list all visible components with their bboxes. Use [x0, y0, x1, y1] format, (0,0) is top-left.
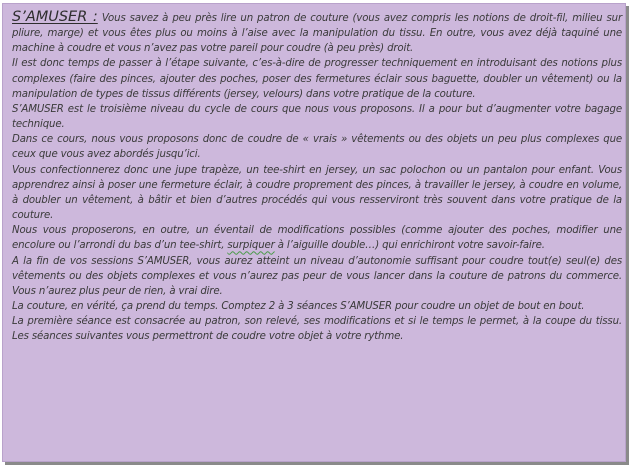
paragraph-text: Vous savez à peu près lire un patron de couture (vous avez compris les notions de droit-fil, milieu sur pliure, marge) et vous êtes plus ou moins à l’aise avec la manipulation du tissu. En outre, vous avez déjà taquiné une machine à coudre et vous n’avez pas votre pareil pour coudre (à peu près) droit. — [12, 13, 622, 55]
paragraph-text: Nous vous proposerons, en outre, un éventail de modifications possibles (comme ajouter des poches, modifier une encolure ou l’arrondi du bas d’un tee-shirt, — [12, 225, 622, 252]
paragraph-6 — [12, 223, 622, 253]
paragraph-text: à l’aiguille double…) qui enrichiront votre savoir-faire. — [274, 240, 545, 252]
paragraph-text: Dans ce cours, nous vous proposons donc de coudre de « vrais » vêtements ou des objets un peu plus complexes que ceux que vous avez abordés jusqu’ici. — [12, 134, 622, 161]
text-box — [2, 3, 626, 462]
paragraph-7 — [12, 254, 622, 299]
paragraph-9 — [12, 314, 622, 344]
paragraph-4 — [12, 132, 622, 162]
text-body — [12, 10, 622, 344]
paragraph-2 — [12, 56, 622, 101]
spellcheck-flagged-word[interactable]: surpiquer — [227, 240, 275, 252]
paragraph-3 — [12, 102, 622, 132]
paragraph-text: La première séance est consacrée au patron, son relevé, ses modifications et si le temps le permet, à la coupe du tissu. Les séances suivantes vous permettront de coudre votre objet à votre rythme. — [12, 316, 622, 343]
paragraph-8 — [12, 299, 622, 314]
paragraph-1 — [12, 10, 622, 56]
paragraph-5 — [12, 163, 622, 224]
section-title: S’AMUSER : — [12, 9, 98, 25]
paragraph-text: Il est donc temps de passer à l’étape suivante, c’es-à-dire de progresser techniquement en introduisant des notions plus complexes (faire des pinces, ajouter des poches, poser des fermetures éclair sous baguette, doubler un vêtement) ou la manipulation de types de tissus différents (jersey, velours) dans votre pratique de la couture. — [12, 58, 622, 100]
paragraph-text: A la fin de vos sessions S’AMUSER, vous aurez atteint un niveau d’autonomie suffisant pour coudre tout(e) seul(e) des vêtements ou des objets complexes et vous n’aurez pas peur de vous lancer dans la couture de patrons du commerce. Vous n’aurez plus peur de rien, à vrai dire. — [12, 255, 622, 297]
paragraph-text: La couture, en vérité, ça prend du temps. Comptez 2 à 3 séances S’AMUSER pour coudre un objet de bout en bout. — [12, 300, 585, 312]
paragraph-text: Vous confectionnerez donc une jupe trapèze, un tee-shirt en jersey, un sac polochon ou un pantalon pour enfant. Vous apprendrez ainsi à poser une fermeture éclair, à coudre proprement des pinces, à travailler le jersey, à coudre en volume, à doubler un vêtement, à bâtir et bien d’autres procédés qui vous resserviront très souvent dans votre pratique de la couture. — [12, 164, 622, 222]
paragraph-text: S’AMUSER est le troisième niveau du cycle de cours que nous vous proposons. Il a pour but d’augmenter votre bagage technique. — [12, 103, 622, 131]
